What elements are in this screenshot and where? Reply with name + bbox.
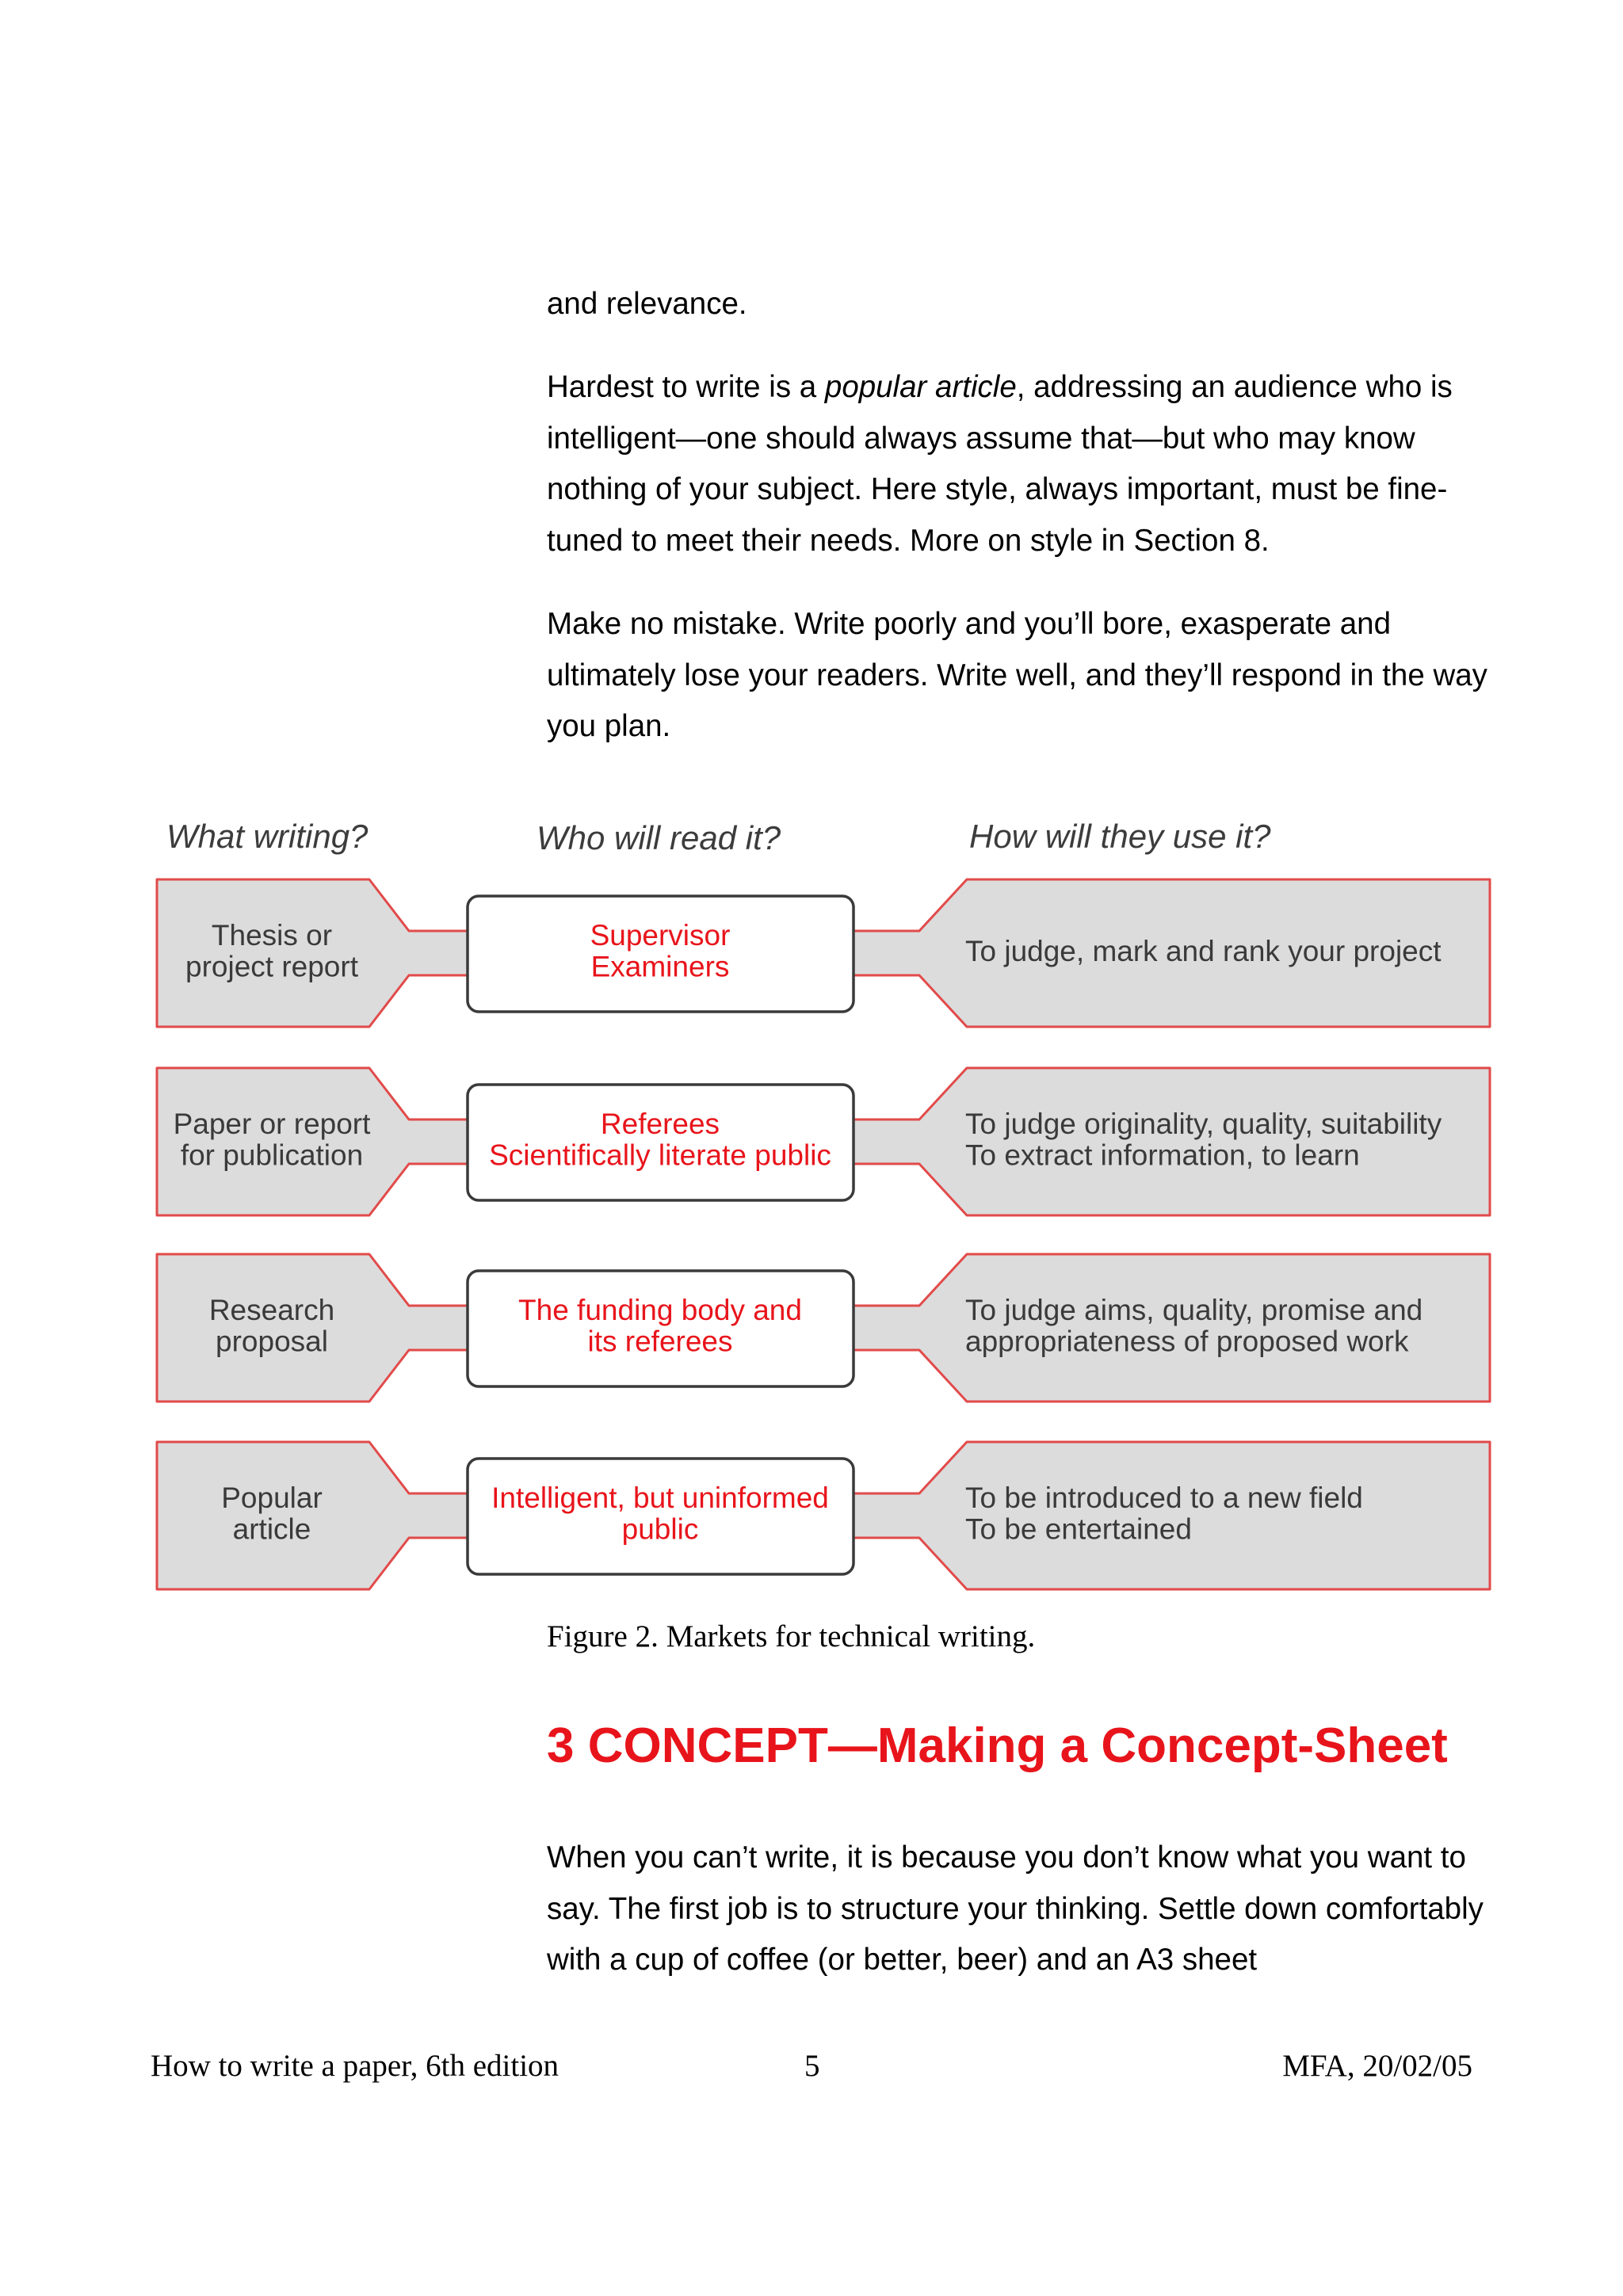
usage-label-line-1: To judge originality, quality, suitability (965, 1107, 1442, 1140)
reader-label-line-2: its referees (587, 1325, 733, 1358)
paragraph-make-no-mistake: Make no mistake. Write poorly and you’ll bore, exasperate and ultimately lose your readers. Write well, and they’ll respond in the way you plan. (547, 607, 1487, 743)
paragraph-popular-article (547, 362, 1490, 566)
usage-label-line-2: appropriateness of proposed work (965, 1325, 1409, 1358)
writing-type-label-line-1: Popular (221, 1481, 323, 1514)
usage-label-line-2: To extract information, to learn (965, 1138, 1360, 1172)
paragraph-popular-before: Hardest to write is a (547, 370, 825, 404)
writing-type-label-line-1: Research (208, 1293, 335, 1326)
footer-date: MFA, 20/02/05 (1282, 2049, 1472, 2083)
writing-type-label-line-2: for publication (180, 1138, 364, 1172)
reader-label-line-1: Supervisor (590, 918, 731, 952)
reader-label-line-1: Referees (600, 1107, 720, 1140)
section-heading: 3 CONCEPT—Making a Concept-Sheet (547, 1718, 1448, 1773)
header-who-reads: Who will read it? (537, 819, 781, 856)
text-line-and-relevance: and relevance. (547, 287, 747, 321)
markets-diagram (147, 816, 1494, 1592)
writing-type-label-line-2: proposal (216, 1325, 328, 1358)
writing-type-label-line-1: Paper or report (173, 1107, 371, 1140)
usage-label-line-1: To judge aims, quality, promise and (965, 1293, 1423, 1326)
usage-label-line-1: To be introduced to a new field (965, 1481, 1363, 1514)
footer-title: How to write a paper, 6th edition (151, 2049, 559, 2083)
reader-label-line-2: Examiners (590, 950, 730, 983)
figure-row-2 (157, 1068, 1490, 1215)
usage-label-line-1: To judge, mark and rank your project (965, 934, 1442, 967)
writing-type-arrow (157, 1442, 475, 1589)
figure-rows (157, 879, 1490, 1589)
usage-label-line-2: To be entertained (965, 1512, 1192, 1546)
figure-row-1 (157, 879, 1490, 1027)
popular-article-emphasis: popular article (824, 370, 1017, 404)
writing-type-label-line-2: project report (185, 950, 358, 983)
header-what-writing: What writing? (166, 818, 369, 855)
paragraph-popular-after: , addressing an audience who is intelligent—one should always assume that—but who may know nothing of your subject. Here style, always important, must be fine-tuned to meet their needs. More on style in Section 8. (547, 370, 1453, 558)
header-how-used: How will they use it? (969, 818, 1271, 855)
markets-figure (147, 816, 1494, 1592)
writing-type-label-line-1: Thesis or (211, 918, 333, 952)
figure-row-4 (157, 1442, 1490, 1589)
reader-label-line-1: Intelligent, but uninformed (491, 1481, 829, 1514)
reader-label-line-1: The funding body and (518, 1293, 802, 1326)
paragraph-concept: When you can’t write, it is because you don’t know what you want to say. The first job is to structure your thinking. Settle down comfortably with a cup of coffee (or better, beer) and an A3 sheet (547, 1840, 1484, 1977)
writing-type-label-line-2: article (232, 1512, 311, 1546)
footer-page-number: 5 (804, 2049, 820, 2083)
figure-row-3 (157, 1254, 1490, 1402)
figure-caption: Figure 2. Markets for technical writing. (547, 1619, 1036, 1653)
reader-label-line-2: Scientifically literate public (489, 1138, 831, 1172)
reader-label-line-2: public (621, 1512, 699, 1546)
